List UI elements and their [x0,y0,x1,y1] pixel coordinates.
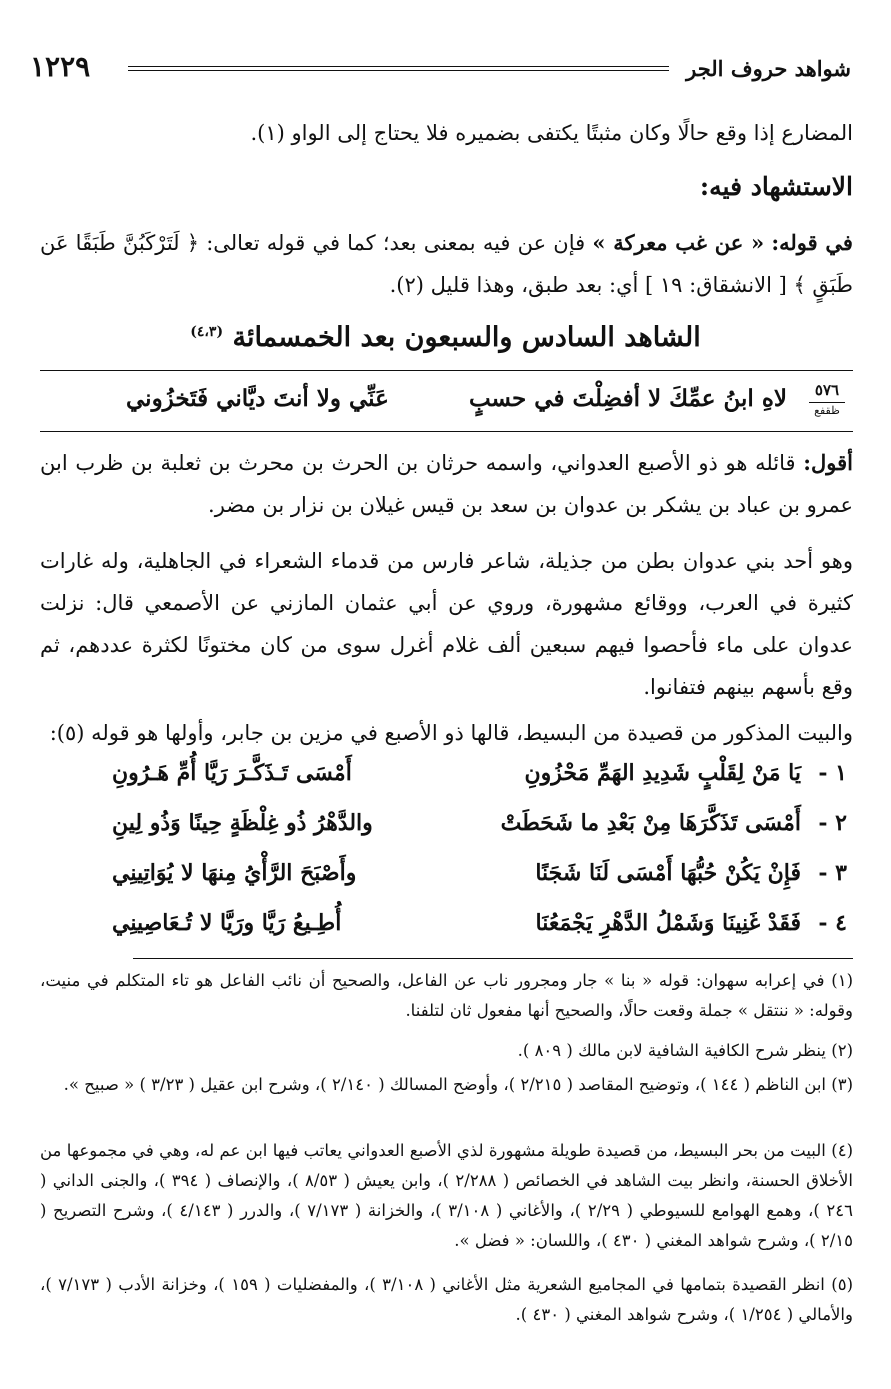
intro-paragraph: المضارع إذا وقع حالًا وكان مثبتًا يكتفى بضميره فلا يحتاج إلى الواو (١). [250,121,853,145]
footnote-4: (٤) البيت من بحر البسيط، من قصيدة طويلة مشهورة لذي الأصبع العدواني يعاتب فيها ابن عم له، وهي في مجموعها من الأخلاق الحسنة، وانظر بيت الشاهد في الخصائص ( ٢/٢٨٨ )، وابن يعيش ( ٨/٥٣ )، والإنصاف ( ٣٩٤ )، والجنى الداني ( ٢٤٦ )، وهمع الهوامع للسيوطي ( ٢/٢٩ )، والأغاني ( ٣/١٠٨ )، والخزانة ( ٧/١٧٣ )، والدرر ( ٤/١٤٣ )، وشرح التصريح ( ٢/١٥ )، وشرح شواهد المغني ( ٤٣٠ )، واللسان: « فضل ». [40,1141,853,1250]
istishhad-label: في قوله: [771,230,853,255]
verse-meter: ظقفع [809,402,845,417]
istishhad-text: فإن عن فيه بمعنى بعد؛ كما في قوله تعالى: ﴿ لَتَرْكَبُنَّ طَبَقًا عَن طَبَقٍ ﴾ [ الانشقاق: ١٩ ] أي: بعد طبق، وهذا قليل (٢). [40,231,853,297]
poem-first-hemistich: أَمْسَى تَذَكَّرَهَا مِنْ بَعْدِ ما شَحَطَتْ [500,810,801,836]
witness-title: الشاهد السادس والسبعون بعد الخمسمائة [232,322,701,353]
istishhad-quote: « عن غب معركة » [592,230,765,255]
footnote-separator [133,958,853,959]
body-paragraph-3: والبيت المذكور من قصيدة من البسيط، قالها ذو الأصبع في مزين بن جابر، وأولها هو قوله (٥): [49,721,853,745]
footnote-5: (٥) انظر القصيدة بتمامها في المجاميع الشعرية مثل الأغاني ( ٣/١٠٨ )، والمفضليات ( ١٥٩ )، وخزانة الأدب ( ٧/١٧٣ )، والأمالي ( ١/٢٥٤ )، وشرح شواهد المغني ( ٤٣٠ ). [40,1275,853,1324]
footnote-3: (٣) ابن الناظم ( ١٤٤ )، وتوضيح المقاصد ( ٢/٢١٥ )، وأوضح المسالك ( ٢/١٤٠ )، وشرح ابن عقيل ( ٣/٢٣ ) « صبيح ». [63,1075,853,1094]
page-number: ١٢٢٩ [30,50,91,83]
poem-line [40,810,853,850]
istishhad-heading: الاستشهاد فيه: [699,172,853,201]
body-paragraph-1 [40,442,853,526]
poem-line [40,910,853,950]
body-paragraph-1-text: قائله هو ذو الأصبع العدواني، واسمه حرثان بن الحرث بن محرث بن ثعلبة بن ظرب ابن عمرو بن عباد بن يشكر بن عدوان بن سعد بن قيس غيلان بن نزار بن مضر. [40,451,853,517]
poem-first-hemistich: فَقَدْ غَنِينَا وَشَمْلُ الدَّهْرِ يَجْمَعُنَا [535,910,801,936]
verse-second-hemistich: عَنِّي ولا أنتَ ديَّاني فَتَخزُوني [126,385,389,412]
footnote-2: (٢) ينظر شرح الكافية الشافية لابن مالك ( ٨٠٩ ). [517,1041,853,1060]
verse-first-hemistich: لاهِ ابنُ عمِّكَ لا أفضِلْتَ في حسبٍ [468,385,787,412]
footnote-1: (١) في إعرابه سهوان: قوله « بنا » جار ومجرور ناب عن الفاعل، والصحيح أن نائب الفاعل هو تاء المتكلم في منيت، وقوله: « ننتقل » جملة وقعت حالًا، والصحيح أنها مفعول ثان لتلفنا. [40,971,853,1020]
poem-line [40,860,853,900]
poem-first-hemistich: فَإِنْ يَكُنْ حُبُّهَا أَمْسَى لَنَا شَجَنًا [535,860,801,886]
poem-line [40,760,853,800]
witness-footnote-ref: (٤،٣) [190,324,224,340]
istishhad-paragraph [40,222,853,306]
poem-second-hemistich: أُطِـيعُ رَيَّا ورَيَّا لا تُـعَاصِينِي [112,910,342,936]
running-header-title: شواهد حروف الجر [686,56,851,81]
body-paragraph-2: وهو أحد بني عدوان بطن من جذيلة، شاعر فارس من قدماء الشعراء في الجاهلية، وله غارات كثيرة في العرب، ووقائع مشهورة، وروي عن أبي عثمان المازني عن الأصمعي قال: نزلت عدوان على ماء فأحصوا فيهم سبعين ألف غلام أغرل سوى من كان مختونًا لكثرة عددهم، ثم وقع بأسهم بينهم فتفانوا. [40,549,853,699]
poem-first-hemistich: يَا مَنْ لِقَلْبٍ شَدِيدِ الهَمِّ مَحْزُونِ [524,760,801,786]
witness-heading [0,322,891,353]
aqulu-label: أقول: [803,450,853,475]
verse-box [40,370,853,432]
poem-second-hemistich: أَمْسَى تَـذَكَّـرَ رَيَّا أُمِّ هَـرُونِ [112,760,352,786]
verse-number: ٥٧٦ [814,381,840,399]
poem-line-number: ٢ - [818,810,847,836]
poem-line-number: ٤ - [818,910,847,936]
poem-line-number: ٣ - [818,860,847,886]
poem-second-hemistich: والدَّهْرُ ذُو غِلْظَةٍ حِينًا وَذُو لِينِ [112,810,373,836]
header-double-rule [128,66,669,71]
poem-line-number: ١ - [818,760,847,786]
poem-second-hemistich: وأَصْبَحَ الرَّأْيُ مِنهَا لا يُوَاتِينِي [112,860,357,886]
